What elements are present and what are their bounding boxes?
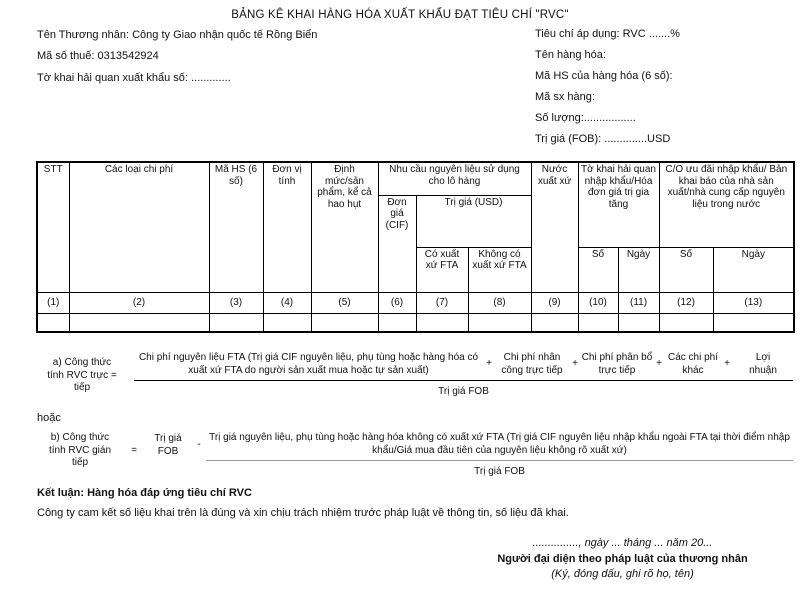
header-fta-origin: Có xuất xứ FTA bbox=[416, 247, 468, 292]
trader-name: Tên Thương nhân: Công ty Giao nhận quốc tế Rồng Biển bbox=[37, 29, 318, 41]
numerator-term: Các chi phí khác bbox=[667, 352, 719, 376]
formula-a-label-line: a) Công thức bbox=[52, 357, 112, 368]
empty-data-cell bbox=[69, 313, 209, 332]
formula-b-label-line: b) Công thức bbox=[50, 432, 110, 443]
signature-note: (Ký, đóng dấu, ghi rõ họ, tên) bbox=[551, 568, 694, 580]
signature-block bbox=[450, 537, 795, 581]
cost-declaration-table bbox=[36, 161, 795, 333]
tax-code: Mã số thuế: 0313542924 bbox=[37, 50, 159, 62]
commitment-text: Công ty cam kết số liệu khai trên là đúng và xin chịu trách nhiệm trước pháp luật về thông tin, số liệu đã khai. bbox=[37, 507, 569, 519]
formula-a-section bbox=[36, 352, 793, 399]
document-title: BẢNG KÊ KHAI HÀNG HÓA XUẤT KHẨU ĐẠT TIÊU CHÍ "RVC" bbox=[231, 9, 569, 21]
applied-criteria: Tiêu chí áp dụng: RVC .......% bbox=[535, 28, 680, 40]
minus-sign: - bbox=[197, 439, 201, 450]
numerator-term: Chi phí nhân công trực tiếp bbox=[501, 352, 563, 376]
column-number: (10) bbox=[578, 292, 618, 313]
trader-info-block bbox=[37, 28, 382, 85]
conclusion-text: Kết luận: Hàng hóa đáp ứng tiêu chí RVC bbox=[37, 487, 252, 499]
empty-data-cell bbox=[416, 313, 468, 332]
column-number: (12) bbox=[659, 292, 713, 313]
header-cost-types: Các loại chi phí bbox=[69, 162, 209, 292]
numerator-term: Chi phí nguyên liệu FTA (Trị giá CIF nguyên liệu, phụ tùng hoặc hàng hóa có xuất xứ FTA do người sản xuất mua hoặc tự sản xuất) bbox=[138, 352, 479, 376]
plus-sign: + bbox=[572, 358, 578, 370]
column-number: (8) bbox=[468, 292, 531, 313]
formula-a-denominator: Trị giá FOB bbox=[438, 386, 489, 397]
empty-data-row bbox=[37, 313, 794, 332]
or-text: hoặc bbox=[37, 412, 61, 424]
header-hs-code: Mã HS (6 số) bbox=[209, 162, 263, 292]
goods-name: Tên hàng hóa: bbox=[535, 49, 606, 61]
empty-data-cell bbox=[713, 313, 794, 332]
formula-a-numerator bbox=[134, 352, 793, 381]
header-unit-price-cif: Đơn giá (CIF) bbox=[378, 195, 416, 292]
column-number: (1) bbox=[37, 292, 69, 313]
signature-signer-title: Người đại diện theo pháp luật của thương nhân bbox=[497, 553, 748, 565]
column-number: (3) bbox=[209, 292, 263, 313]
header-non-fta-origin: Không có xuất xứ FTA bbox=[468, 247, 531, 292]
formula-b-section bbox=[36, 432, 793, 479]
column-number: (2) bbox=[69, 292, 209, 313]
formula-a-label-line: tiếp bbox=[73, 382, 91, 393]
plus-sign: + bbox=[656, 358, 662, 370]
header-import-declaration: Tờ khai hải quan nhập khẩu/Hóa đơn giá trị gia tăng bbox=[578, 162, 659, 247]
fob-value: Trị giá (FOB): ..............USD bbox=[535, 133, 671, 145]
header-value-usd: Trị giá (USD) bbox=[416, 195, 531, 247]
column-number-row bbox=[37, 292, 794, 313]
empty-data-cell bbox=[378, 313, 416, 332]
header-material-need: Nhu cầu nguyên liệu sử dụng cho lô hàng bbox=[378, 162, 531, 195]
empty-data-cell bbox=[659, 313, 713, 332]
empty-data-cell bbox=[531, 313, 578, 332]
formula-b-label bbox=[36, 432, 124, 470]
empty-data-cell bbox=[209, 313, 263, 332]
formula-a-label-line: tính RVC trực = bbox=[47, 369, 117, 381]
column-number: (9) bbox=[531, 292, 578, 313]
equals-sign: = bbox=[131, 445, 137, 456]
empty-data-cell bbox=[578, 313, 618, 332]
column-number: (5) bbox=[311, 292, 378, 313]
column-number: (6) bbox=[378, 292, 416, 313]
formula-a-label bbox=[36, 352, 128, 399]
formula-b-fraction bbox=[206, 432, 793, 479]
column-number: (13) bbox=[713, 292, 794, 313]
column-number: (7) bbox=[416, 292, 468, 313]
plus-sign: + bbox=[724, 358, 730, 370]
plus-sign: + bbox=[486, 358, 492, 370]
empty-data-cell bbox=[468, 313, 531, 332]
signature-date-line: ..............., ngày ... tháng ... năm 20... bbox=[532, 537, 713, 549]
numerator-term: Chi phí phân bổ trực tiếp bbox=[581, 352, 653, 376]
formula-b-denominator: Trị giá FOB bbox=[474, 466, 525, 477]
quantity: Số lượng:................. bbox=[535, 112, 636, 124]
header-stt: STT bbox=[37, 162, 69, 292]
header-date-col13: Ngày bbox=[713, 247, 794, 292]
header-number-col12: Số bbox=[659, 247, 713, 292]
column-number: (4) bbox=[263, 292, 311, 313]
numerator-term: Lợi nhuận bbox=[749, 352, 777, 376]
goods-info-block bbox=[535, 28, 790, 154]
empty-data-cell bbox=[263, 313, 311, 332]
export-declaration-number: Tờ khai hải quan xuất khẩu số: ............. bbox=[37, 72, 231, 84]
header-co-declaration: C/O ưu đãi nhập khẩu/ Bản khai báo của nhà sản xuất/nhà cung cấp nguyên liệu trong nước bbox=[659, 162, 794, 247]
formula-b-minuend: Trị giá FOB bbox=[154, 433, 182, 457]
header-norm: Định mức/sản phẩm, kể cả hao hụt bbox=[311, 162, 378, 292]
empty-data-cell bbox=[618, 313, 659, 332]
formula-b-label-line: tính RVC gián bbox=[48, 444, 112, 456]
column-number: (11) bbox=[618, 292, 659, 313]
header-origin-country: Nước xuất xứ bbox=[531, 162, 578, 292]
empty-data-cell bbox=[37, 313, 69, 332]
formula-a-fraction bbox=[134, 352, 793, 399]
header-number-col10: Số bbox=[578, 247, 618, 292]
header-date-col11: Ngày bbox=[618, 247, 659, 292]
goods-hs-code: Mã HS của hàng hóa (6 số): bbox=[535, 70, 673, 82]
product-code: Mã sx hàng: bbox=[535, 91, 595, 103]
formula-b-label-line: tiếp bbox=[71, 457, 89, 468]
formula-b-numerator: Trị giá nguyên liệu, phụ tùng hoặc hàng hóa không có xuất xứ FTA (Trị giá CIF nguyên liệu nhập khẩu ngoài FTA tại thời điểm nhập khẩu/Giá mua đầu tiên của nguyên liệu không rõ xuất xứ) bbox=[206, 432, 793, 461]
empty-data-cell bbox=[311, 313, 378, 332]
header-unit: Đơn vị tính bbox=[263, 162, 311, 292]
